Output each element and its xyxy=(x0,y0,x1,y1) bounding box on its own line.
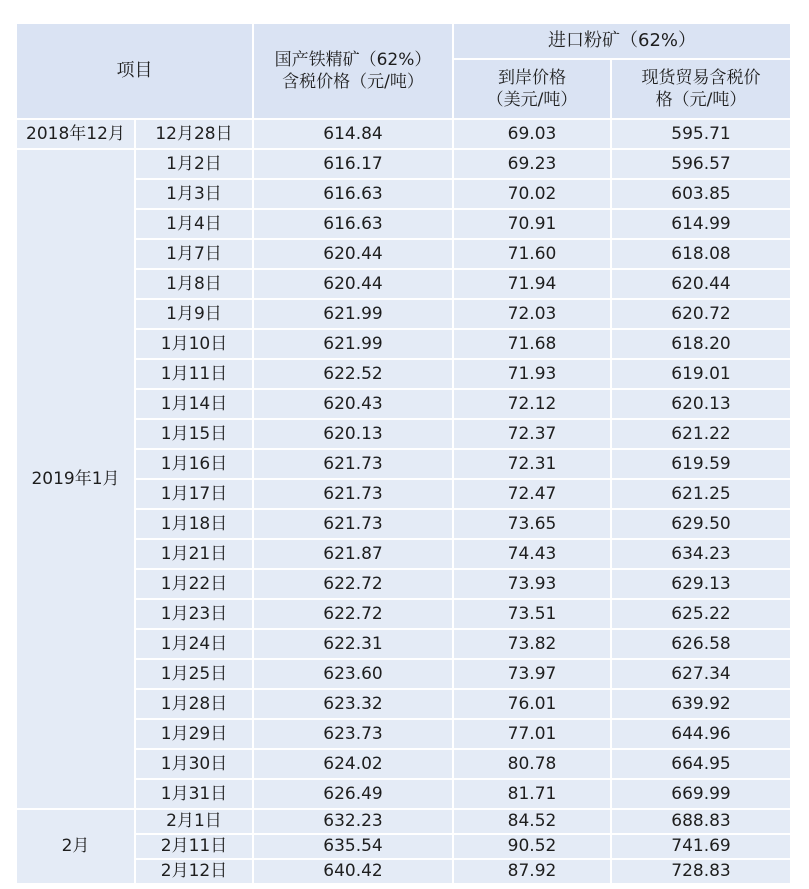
spot-price-cell: 728.83 xyxy=(611,859,791,884)
cif-price-cell: 84.52 xyxy=(453,809,611,834)
day-cell: 1月30日 xyxy=(135,749,253,779)
day-cell: 1月23日 xyxy=(135,599,253,629)
domestic-price-cell: 622.72 xyxy=(253,569,453,599)
header-imported-ore: 进口粉矿（62%） xyxy=(453,24,791,59)
spot-price-cell: 625.22 xyxy=(611,599,791,629)
cif-price-cell: 73.65 xyxy=(453,509,611,539)
spot-price-cell: 629.50 xyxy=(611,509,791,539)
cif-price-cell: 76.01 xyxy=(453,689,611,719)
header-domestic-line2: 含税价格（元/吨） xyxy=(282,72,424,92)
spot-price-cell: 621.22 xyxy=(611,419,791,449)
domestic-price-cell: 622.31 xyxy=(253,629,453,659)
domestic-price-cell: 621.73 xyxy=(253,479,453,509)
spot-price-cell: 618.08 xyxy=(611,239,791,269)
day-cell: 1月15日 xyxy=(135,419,253,449)
cif-price-cell: 70.02 xyxy=(453,179,611,209)
spot-price-cell: 620.13 xyxy=(611,389,791,419)
domestic-price-cell: 622.52 xyxy=(253,359,453,389)
iron-ore-price-table xyxy=(17,24,792,885)
header-row-1 xyxy=(17,24,791,59)
cif-price-cell: 71.93 xyxy=(453,359,611,389)
day-cell: 1月17日 xyxy=(135,479,253,509)
domestic-price-cell: 624.02 xyxy=(253,749,453,779)
domestic-price-cell: 640.42 xyxy=(253,859,453,884)
spot-price-cell: 664.95 xyxy=(611,749,791,779)
month-cell: 2月 xyxy=(17,809,135,884)
spot-price-cell: 669.99 xyxy=(611,779,791,809)
domestic-price-cell: 622.72 xyxy=(253,599,453,629)
header-domestic-line1: 国产铁精矿（62%） xyxy=(274,50,432,70)
spot-price-cell: 629.13 xyxy=(611,569,791,599)
domestic-price-cell: 616.63 xyxy=(253,179,453,209)
spot-price-cell: 688.83 xyxy=(611,809,791,834)
day-cell: 2月11日 xyxy=(135,834,253,859)
domestic-price-cell: 623.32 xyxy=(253,689,453,719)
day-cell: 1月14日 xyxy=(135,389,253,419)
cif-price-cell: 90.52 xyxy=(453,834,611,859)
spot-price-cell: 741.69 xyxy=(611,834,791,859)
cif-price-cell: 73.51 xyxy=(453,599,611,629)
cif-price-cell: 80.78 xyxy=(453,749,611,779)
day-cell: 1月29日 xyxy=(135,719,253,749)
domestic-price-cell: 616.63 xyxy=(253,209,453,239)
spot-price-cell: 596.57 xyxy=(611,149,791,179)
header-item: 项目 xyxy=(17,24,253,119)
day-cell: 1月24日 xyxy=(135,629,253,659)
domestic-price-cell: 623.60 xyxy=(253,659,453,689)
day-cell: 1月2日 xyxy=(135,149,253,179)
cif-price-cell: 77.01 xyxy=(453,719,611,749)
spot-price-cell: 627.34 xyxy=(611,659,791,689)
cif-price-cell: 73.97 xyxy=(453,659,611,689)
domestic-price-cell: 623.73 xyxy=(253,719,453,749)
spot-price-cell: 603.85 xyxy=(611,179,791,209)
cif-price-cell: 73.93 xyxy=(453,569,611,599)
cif-price-cell: 72.03 xyxy=(453,299,611,329)
month-cell: 2019年1月 xyxy=(17,149,135,809)
domestic-price-cell: 626.49 xyxy=(253,779,453,809)
day-cell: 2月1日 xyxy=(135,809,253,834)
spot-price-cell: 619.59 xyxy=(611,449,791,479)
domestic-price-cell: 621.99 xyxy=(253,299,453,329)
cif-price-cell: 81.71 xyxy=(453,779,611,809)
header-cif-line1: 到岸价格 xyxy=(498,68,566,88)
domestic-price-cell: 621.73 xyxy=(253,449,453,479)
day-cell: 1月9日 xyxy=(135,299,253,329)
day-cell: 1月25日 xyxy=(135,659,253,689)
day-cell: 12月28日 xyxy=(135,119,253,149)
header-spot-line2: 格（元/吨） xyxy=(655,90,747,110)
cif-price-cell: 69.03 xyxy=(453,119,611,149)
cif-price-cell: 72.31 xyxy=(453,449,611,479)
cif-price-cell: 69.23 xyxy=(453,149,611,179)
spot-price-cell: 621.25 xyxy=(611,479,791,509)
spot-price-cell: 619.01 xyxy=(611,359,791,389)
cif-price-cell: 71.60 xyxy=(453,239,611,269)
cif-price-cell: 70.91 xyxy=(453,209,611,239)
header-domestic-price xyxy=(253,24,453,119)
day-cell: 1月31日 xyxy=(135,779,253,809)
day-cell: 1月8日 xyxy=(135,269,253,299)
day-cell: 1月7日 xyxy=(135,239,253,269)
domestic-price-cell: 620.13 xyxy=(253,419,453,449)
table-row xyxy=(17,809,791,834)
spot-price-cell: 620.44 xyxy=(611,269,791,299)
domestic-price-cell: 620.44 xyxy=(253,239,453,269)
cif-price-cell: 72.37 xyxy=(453,419,611,449)
cif-price-cell: 71.68 xyxy=(453,329,611,359)
spot-price-cell: 634.23 xyxy=(611,539,791,569)
domestic-price-cell: 620.43 xyxy=(253,389,453,419)
cif-price-cell: 72.47 xyxy=(453,479,611,509)
day-cell: 2月12日 xyxy=(135,859,253,884)
domestic-price-cell: 632.23 xyxy=(253,809,453,834)
domestic-price-cell: 635.54 xyxy=(253,834,453,859)
cif-price-cell: 71.94 xyxy=(453,269,611,299)
day-cell: 1月16日 xyxy=(135,449,253,479)
table-row xyxy=(17,119,791,149)
domestic-price-cell: 621.73 xyxy=(253,509,453,539)
domestic-price-cell: 616.17 xyxy=(253,149,453,179)
header-cif-line2: （美元/吨） xyxy=(486,90,578,110)
cif-price-cell: 74.43 xyxy=(453,539,611,569)
cif-price-cell: 72.12 xyxy=(453,389,611,419)
day-cell: 1月28日 xyxy=(135,689,253,719)
spot-price-cell: 626.58 xyxy=(611,629,791,659)
day-cell: 1月3日 xyxy=(135,179,253,209)
domestic-price-cell: 614.84 xyxy=(253,119,453,149)
spot-price-cell: 614.99 xyxy=(611,209,791,239)
header-spot-price xyxy=(611,59,791,119)
day-cell: 1月21日 xyxy=(135,539,253,569)
table-row xyxy=(17,149,791,179)
header-cif-price xyxy=(453,59,611,119)
spot-price-cell: 595.71 xyxy=(611,119,791,149)
spot-price-cell: 639.92 xyxy=(611,689,791,719)
cif-price-cell: 73.82 xyxy=(453,629,611,659)
spot-price-cell: 620.72 xyxy=(611,299,791,329)
domestic-price-cell: 620.44 xyxy=(253,269,453,299)
month-cell: 2018年12月 xyxy=(17,119,135,149)
day-cell: 1月10日 xyxy=(135,329,253,359)
day-cell: 1月11日 xyxy=(135,359,253,389)
spot-price-cell: 644.96 xyxy=(611,719,791,749)
day-cell: 1月4日 xyxy=(135,209,253,239)
day-cell: 1月18日 xyxy=(135,509,253,539)
cif-price-cell: 87.92 xyxy=(453,859,611,884)
spot-price-cell: 618.20 xyxy=(611,329,791,359)
domestic-price-cell: 621.87 xyxy=(253,539,453,569)
domestic-price-cell: 621.99 xyxy=(253,329,453,359)
header-spot-line1: 现货贸易含税价 xyxy=(641,68,761,88)
day-cell: 1月22日 xyxy=(135,569,253,599)
